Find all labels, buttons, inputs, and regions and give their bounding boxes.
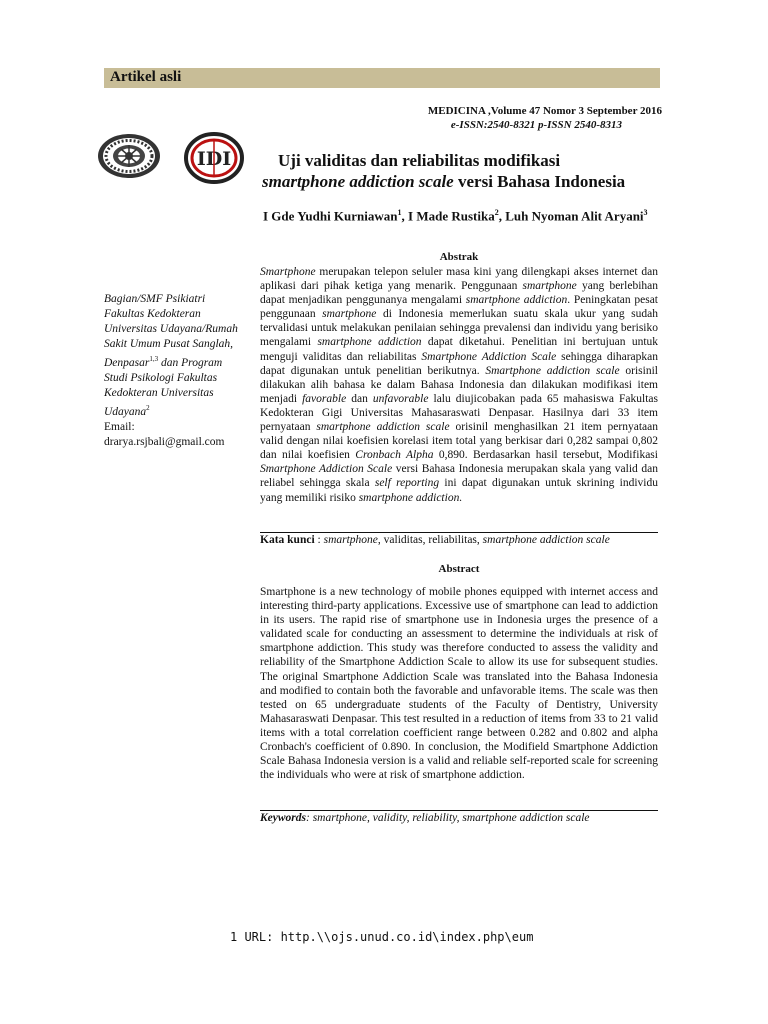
abstrak-body <box>260 265 658 505</box>
abstrak-segment: ini dapat digunakan untuk skrining individu yang memiliki risiko <box>260 477 658 504</box>
author-2-sup: 2 <box>494 208 499 217</box>
abstract-heading: Abstract <box>438 563 480 575</box>
abstrak-segment: . Peningkatan pesat penggunaan <box>260 294 658 321</box>
keywords <box>260 811 660 825</box>
abstrak-segment: Smartphone Addiction Scale <box>421 350 557 363</box>
abstrak-segment: dan <box>346 392 373 405</box>
email-label: Email: <box>104 420 135 433</box>
abstrak-heading: Abstrak <box>439 251 479 263</box>
abstrak-segment: di Indonesia memerlukan suatu skala ukur yang sudah tervalidasi untuk melakukan penilaian sehingga prevalensi dan individu yang berisiko mengalami <box>260 308 658 349</box>
kata-kunci-segment: smartphone <box>323 534 378 546</box>
author-2: , I Made Rustika <box>401 208 495 224</box>
abstrak-segment: dapat diketahui. Penelitian ini bertujuan untuk menguji validitas dan reliabilitas <box>260 336 659 363</box>
title-italic: smartphone addiction scale <box>262 172 454 191</box>
author-3: , Luh Nyoman Alit Aryani <box>498 208 644 224</box>
footer-url[interactable]: 1 URL: http.\\ojs.unud.co.id\index.php\eum <box>230 930 534 944</box>
abstrak-segment: smartphone addiction. <box>358 491 463 504</box>
abstrak-segment: lalu diujicobakan pada 65 mahasiswa Fakultas Kedokteran Gigi Universitas Mahasaraswati Denpasar. Hasilnya dari 33 item pernyataan <box>260 392 659 434</box>
abstrak-segment: versi Bahasa Indonesia merupakan skala yang valid dan reliabel sehingga skala <box>260 463 658 490</box>
journal-volume: MEDICINA ,Volume 47 Nomor 3 September 2016 <box>427 105 662 117</box>
abstrak-segment: sehingga diharapkan dapat digunakan untuk penelitian berikutnya. <box>260 350 659 377</box>
abstrak-segment: Smartphone addiction scale <box>485 364 620 377</box>
title-line-2 <box>262 172 625 191</box>
abstrak-segment: 0,890. Berdasarkan hasil tersebut, Modifikasi <box>433 449 658 462</box>
kata-kunci <box>260 533 660 547</box>
kata-kunci-segment: smartphone addiction scale <box>482 534 610 546</box>
abstrak-segment: Cronbach Alpha <box>355 449 434 462</box>
paper-title <box>262 150 662 192</box>
university-seal-icon <box>96 132 162 180</box>
kata-kunci-segment: , validitas, reliabilitas, <box>377 534 483 546</box>
affiliation-sup-2: 2 <box>146 403 150 412</box>
keywords-values: : smartphone, validity, reliability, smartphone addiction scale <box>306 812 590 824</box>
idi-logo-text: IDI <box>196 148 232 170</box>
idi-logo-icon <box>184 132 244 184</box>
kata-kunci-sep: : <box>314 534 324 546</box>
title-line-1: Uji validitas dan reliabilitas modifikasi <box>278 151 561 170</box>
affiliation-sidebar <box>104 292 242 450</box>
abstrak-segment: smartphone <box>322 308 377 321</box>
author-1: I Gde Yudhi Kurniawan <box>263 208 398 224</box>
abstrak-segment: smartphone addiction <box>317 336 422 349</box>
kata-kunci-label: Kata kunci <box>260 534 315 546</box>
article-type-label: Artikel asli <box>110 69 182 85</box>
abstrak-segment: Smartphone Addiction Scale <box>260 463 393 476</box>
journal-info <box>428 104 662 132</box>
abstrak-segment: merupakan telepon seluler masa kini yang dilengkapi akses internet dan aplikasi dari pihak ketiga yang menarik. Penggunaan <box>260 266 658 293</box>
kata-kunci-values <box>324 534 610 546</box>
abstrak-segment: smartphone addiction scale <box>316 421 450 434</box>
journal-issn: e-ISSN:2540-8321 p-ISSN 2540-8313 <box>450 119 622 131</box>
author-1-sup: 1 <box>397 208 402 217</box>
abstrak-segment: yang berlebihan dapat menjadikan penggunanya mengalami <box>260 280 658 307</box>
affiliation-part-2: dan Program Studi Psikologi Fakultas Kedokteran Universitas Udayana <box>104 356 223 418</box>
affiliation-sup-1: 1,3 <box>149 355 159 363</box>
abstrak-segment: Smartphone <box>260 266 316 278</box>
author-3-sup: 3 <box>643 208 648 217</box>
affiliation-part-1: Bagian/SMF Psikiatri Fakultas Kedokteran Universitas Udayana/Rumah Sakit Umum Pusat Sanglah, Denpasar <box>104 293 238 369</box>
abstrak-segment: smartphone addiction <box>465 294 568 307</box>
abstrak-segment: orisinil dilakukan alih bahasa ke dalam Bahasa Indonesia dan dilakukan modifikasi item menjadi <box>260 364 658 405</box>
abstrak-segment: unfavorable <box>372 392 429 405</box>
email-address[interactable]: drarya.rsjbali@gmail.com <box>104 435 225 448</box>
keywords-label: Keywords <box>260 812 306 824</box>
abstrak-segment: self reporting <box>374 477 440 490</box>
abstrak-segment: orisinil menghasilkan 21 item pernyataan valid dengan nilai koefisien korelasi item total yang berkisar dari 0,282 sampai 0,802 dan nilai koefisien <box>260 421 658 462</box>
article-type-banner <box>104 68 660 88</box>
abstrak-segment: smartphone <box>522 280 577 293</box>
author-list <box>263 205 658 224</box>
abstrak-segment: favorable <box>302 392 347 405</box>
title-rest: versi Bahasa Indonesia <box>453 172 626 191</box>
abstract-body: Smartphone is a new technology of mobile phones equipped with internet access and interesting third-party applications. Excessive use of smartphone can lead to addiction in its users. The rapid rise of smartphone use in Indonesia urges the presence of a validated scale for conducting an assessment to determine the individuals at risk of smartphone addiction. This study was therefore conducted to assess the validity and reliability of the Smartphone Addiction Scale to allow its use for subsequent studies. The original Smartphone Addiction Scale was translated into the Bahasa Indonesia and modified to contain both the favorable and unfavorable items. The scale was then tested on 65 undergraduate students of the Faculty of Dentistry, University Mahasaraswati Denpasar. This test resulted in a reduction of items from 33 to 21 valid items with a total correlation coefficient range between 0.282 and 0.802 and alpha Cronbach's coefficient of 0.890. In conclusion, the Modifield Smartphone Addiction Scale Bahasa Indonesia version is a valid and reliable self-reported scale for screening the individuals who were at risk of smartphone addiction. <box>260 586 658 782</box>
